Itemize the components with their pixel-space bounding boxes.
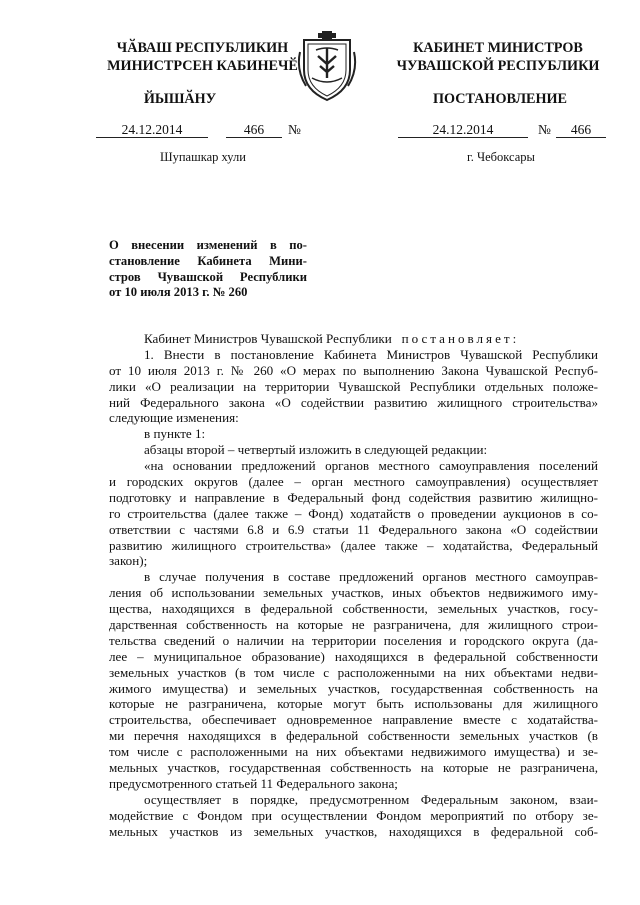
body-line: которые не разграничена, которые могут быть использованы для жилищного (109, 696, 598, 712)
left-organization-name (75, 40, 330, 75)
left-document-type: ЙЫШӐНУ (143, 91, 217, 107)
document-body (109, 331, 598, 840)
left-number: 466 (226, 122, 282, 138)
body-line: осуществляет в порядке, предусмотренном Федеральным законом, взаи- (144, 791, 598, 807)
body-line: развитию жилищного строительства» (далее также – ходатайства, Федеральный (109, 537, 598, 553)
left-date: 24.12.2014 (96, 122, 208, 138)
preamble-text: Кабинет Министров Чувашской Республики (144, 331, 392, 346)
document-subject (109, 238, 307, 301)
subject-line: становление Кабинета Мини- (109, 253, 307, 268)
body-line: тельства сведений о наличии на территории поселения и городского округа (да- (109, 632, 598, 648)
left-date-number-line (96, 122, 316, 138)
body-line: подготовку и направление в Федеральный фонд содействия развитию жилищно- (109, 489, 598, 505)
body-line: мельных участков, государственная собственность на которые не разграничена, (109, 760, 598, 776)
body-line: абзацы второй – четвертый изложить в следующей редакции: (144, 442, 488, 458)
body-line: предусмотренного статьей 11 Федерального закона; (109, 775, 398, 791)
right-date: 24.12.2014 (398, 122, 528, 138)
right-place: г. Чебоксары (467, 150, 535, 164)
body-line: в пункте 1: (144, 426, 206, 442)
chuvash-emblem-icon (296, 30, 358, 102)
right-number-sign: № (538, 122, 551, 137)
body-line: го строительства (далее также – Фонд) ходатайств о проведении аукционов в со- (109, 505, 598, 521)
subject-line: О внесении изменений в по- (109, 238, 307, 252)
body-line: том числе с расположенными на них объектами недвижимого имущества) и зе- (109, 744, 598, 760)
body-line: 1. Внести в постановление Кабинета Министров Чувашской Республики (144, 346, 598, 362)
right-organization-name (388, 40, 608, 75)
body-line: от 10 июля 2013 г. № 260 «О мерах по выполнению Закона Чувашской Респуб- (109, 362, 598, 378)
right-org-line-2: ЧУВАШСКОЙ РЕСПУБЛИКИ (396, 57, 600, 74)
body-line: закон); (109, 553, 148, 569)
body-line: в случае получения в составе предложений органов местного самоуправ- (144, 569, 598, 585)
body-line: щества, находящихся в федеральной собственности, земельных участков, госу- (109, 601, 598, 617)
body-line: следующие изменения: (109, 410, 239, 426)
body-line: ми перечня находящихся в федеральной собственности земельных участков (в (109, 728, 598, 744)
right-org-line-1: КАБИНЕТ МИНИСТРОВ (413, 40, 583, 56)
left-org-line-1: ЧӐВАШ РЕСПУБЛИКИН (116, 40, 289, 56)
body-line: «на основании предложений органов местного самоуправления поселений (144, 458, 598, 474)
preamble-verb: постановляет: (401, 331, 520, 346)
left-number-sign: № (288, 122, 301, 137)
right-document-type: ПОСТАНОВЛЕНИЕ (432, 91, 568, 107)
body-line: лики «О реализации на территории Чувашской Республики отдельных положе- (109, 378, 598, 394)
left-place: Шупашкар хули (160, 150, 246, 164)
body-line: и городских округов (далее – орган местного самоуправления) осуществляет (109, 474, 598, 490)
preamble (109, 331, 598, 347)
body-line: земельных участков (в том числе с расположенными на них объектами недви- (109, 664, 598, 680)
body-line: ления об использовании земельных участков, иных объектов недвижимого иму- (109, 585, 598, 601)
body-line: мельных участков из земельных участков, находящихся в федеральной соб- (109, 823, 598, 839)
right-number: 466 (556, 122, 606, 138)
body-line: модействие с Фондом при осуществлении Фондом мероприятий по отбору зе- (109, 807, 598, 823)
body-line: дарственная собственность на которые не разграничена, для жилищного строи- (109, 617, 598, 633)
body-line: строительства, обеспечивает одновременное направление вместе с ходатайства- (109, 712, 598, 728)
body-line: лее – муниципальное образование) находящихся в федеральной собственности (109, 648, 598, 664)
body-line: ответствии с частями 6.8 и 6.9 статьи 11 Федерального закона «О содействии (109, 521, 598, 537)
right-date-number-line (398, 122, 608, 138)
left-org-line-2: МИНИСТРСЕН КАБИНЕЧӖ (107, 57, 298, 74)
subject-line: от 10 июля 2013 г. № 260 (109, 285, 248, 300)
body-line: ний Федерального закона «О содействии развитию жилищного строительства» (109, 394, 598, 410)
subject-line: стров Чувашской Республики (109, 269, 307, 284)
body-line: жимого имущества) и земельных участков, государственная собственность на (109, 680, 598, 696)
